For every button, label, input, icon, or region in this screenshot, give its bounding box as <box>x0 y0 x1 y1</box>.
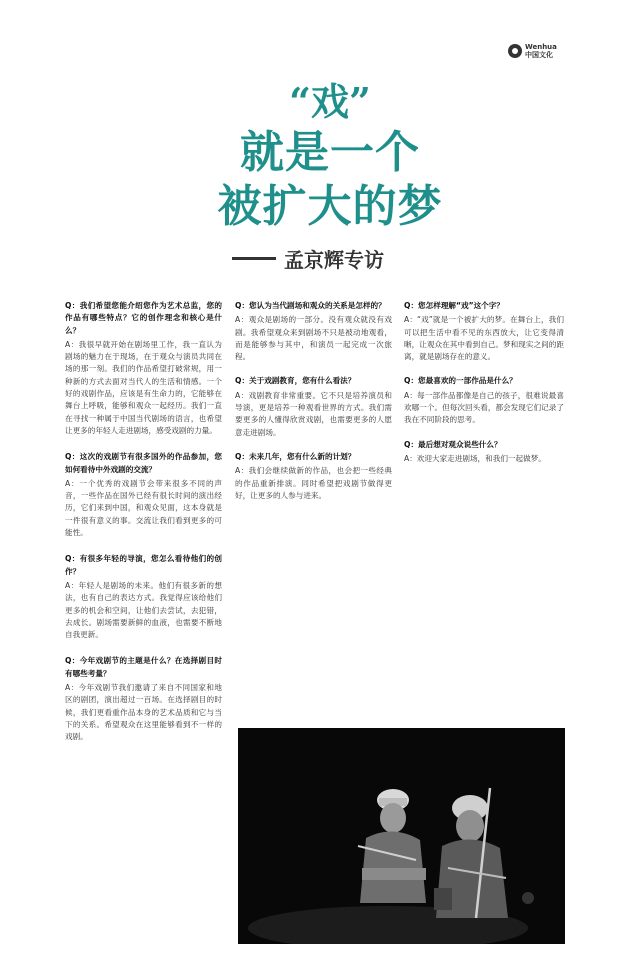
headline-line-1: “戏” <box>289 79 371 124</box>
headline <box>180 78 480 234</box>
subtitle-text: 孟京辉专访 <box>284 248 384 272</box>
question: Q：关于戏剧教育，您有什么看法？ <box>235 376 356 386</box>
question: Q：今年戏剧节的主题是什么？在选择剧目时有哪些考量？ <box>65 656 222 678</box>
logo-line-2: 中国文化 <box>525 51 553 59</box>
question: Q：这次的戏剧节有很多国外的作品参加，您如何看待中外戏剧的交流？ <box>65 452 222 474</box>
answer: A：我很早就开始在剧场里工作，我一直认为剧场的魅力在于现场，在于观众与演员共同在场的那一刻。我们的作品希望打破常规，用一种新的方式去面对当代人的生活和情感。一个好的戏剧作品，应该是有生命力的，它能够在舞台上呼吸，能够和观众一起经历。我们一直在寻找一种属于中国当代剧场的语言，也希望让更多的年轻人走进剧场，感受戏剧的力量。 <box>65 339 222 435</box>
answer: A：戏剧教育非常重要。它不只是培养演员和导演，更是培养一种观看世界的方式。我们需要更多的人懂得欣赏戏剧，也需要更多的人愿意走进剧场。 <box>235 390 392 437</box>
logo-text <box>525 43 557 59</box>
subtitle-dash <box>232 257 276 260</box>
answer: A：年轻人是剧场的未来。他们有很多新的想法，也有自己的表达方式。我觉得应该给他们更多的机会和空间，让他们去尝试，去犯错，去成长。剧场需要新鲜的血液，也需要不断地自我更新。 <box>65 580 222 640</box>
answer: A：“戏”就是一个被扩大的梦。在舞台上，我们可以把生活中看不见的东西放大，让它变得清晰，让观众在其中看到自己。梦和现实之间的距离，就是剧场存在的意义。 <box>404 315 564 362</box>
column-2 <box>235 300 392 514</box>
question: Q：未来几年，您有什么新的计划？ <box>235 451 356 461</box>
headline-line-3: 被扩大的梦 <box>217 181 443 232</box>
answer: A：我们会继续做新的作品，也会把一些经典的作品重新排演。同时希望把戏剧节做得更好，让更多的人参与进来。 <box>235 466 392 500</box>
question: Q：您怎样理解“戏”这个字？ <box>404 301 504 310</box>
answer: A：观众是剧场的一部分。没有观众就没有戏剧。我希望观众来到剧场不只是被动地观看，而是能够参与其中，和演员一起完成一次旅程。 <box>235 315 392 362</box>
question: Q：我们希望您能介绍您作为艺术总监，您的作品有哪些特点？它的创作理念和核心是什么？ <box>65 301 222 335</box>
logo-mark-icon <box>508 44 522 58</box>
column-1 <box>65 300 222 758</box>
logo-line-1: Wenhua <box>525 43 557 51</box>
question: Q：有很多年轻的导演，您怎么看待他们的创作？ <box>65 554 222 576</box>
publication-logo <box>508 41 596 61</box>
subtitle <box>232 244 462 273</box>
answer: A：每一部作品都像是自己的孩子，很难说最喜欢哪一个。但每次回头看，都会发现它们记录了我在不同阶段的思考。 <box>404 390 564 425</box>
headline-line-2: 就是一个 <box>240 127 420 178</box>
column-3 <box>404 300 564 477</box>
answer: A：一个优秀的戏剧节会带来很多不同的声音，一些作品在国外已经有很长时间的演出经历，它们来到中国，和观众见面，这本身就是一件很有意义的事。交流让我们看到更多的可能性。 <box>65 478 222 538</box>
stage-photo-illustration <box>238 728 565 944</box>
question: Q：您最喜欢的一部作品是什么？ <box>404 376 517 386</box>
answer: A：欢迎大家走进剧场，和我们一起做梦。 <box>404 453 546 463</box>
stage-photo <box>238 728 565 944</box>
question: Q：您认为当代剧场和观众的关系是怎样的？ <box>235 301 386 310</box>
answer: A：今年戏剧节我们邀请了来自不同国家和地区的剧团，演出超过一百场。在选择剧目的时候，我们更看重作品本身的艺术品质和它与当下的关系。希望观众在这里能够看到不一样的戏剧。 <box>65 683 222 742</box>
question: Q：最后想对观众说些什么？ <box>404 439 502 449</box>
